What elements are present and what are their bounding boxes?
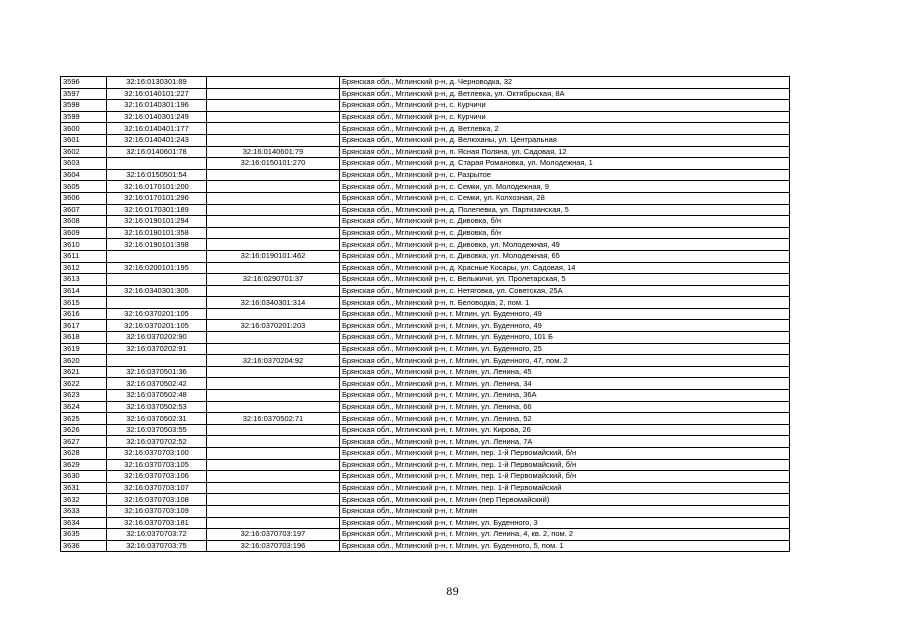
address-cell: Брянская обл., Мглинский р-н, д. Старая Романовка, ул. Молодежная, 1 <box>340 158 790 170</box>
cadastral-number-cell: 32:16:0140301:249 <box>107 111 207 123</box>
related-cadastral-number-cell <box>207 308 340 320</box>
table-row <box>61 308 790 320</box>
cadastral-number-cell: 32:16:0370702:52 <box>107 436 207 448</box>
related-cadastral-number-cell <box>207 436 340 448</box>
table-row <box>61 88 790 100</box>
related-cadastral-number-cell <box>207 332 340 344</box>
table-row <box>61 390 790 402</box>
row-number-cell: 3600 <box>61 123 107 135</box>
row-number-cell: 3630 <box>61 471 107 483</box>
address-cell: Брянская обл., Мглинский р-н, г. Мглин, ул. Буденного, 5, пом. 1 <box>340 540 790 552</box>
cadastral-number-cell: 32:16:0370502:48 <box>107 390 207 402</box>
related-cadastral-number-cell: 32:16:0290701:37 <box>207 274 340 286</box>
table-row <box>61 216 790 228</box>
row-number-cell: 3611 <box>61 250 107 262</box>
related-cadastral-number-cell <box>207 77 340 89</box>
cadastral-number-cell: 32:16:0170101:296 <box>107 192 207 204</box>
table-row <box>61 494 790 506</box>
table-row <box>61 448 790 460</box>
address-cell: Брянская обл., Мглинский р-н, г. Мглин <box>340 505 790 517</box>
table-row <box>61 297 790 309</box>
table-row <box>61 227 790 239</box>
related-cadastral-number-cell <box>207 181 340 193</box>
address-cell: Брянская обл., Мглинский р-н, с. Дивовка, ул. Молодежная, 65 <box>340 250 790 262</box>
row-number-cell: 3616 <box>61 308 107 320</box>
table-row <box>61 320 790 332</box>
row-number-cell: 3603 <box>61 158 107 170</box>
related-cadastral-number-cell <box>207 401 340 413</box>
related-cadastral-number-cell <box>207 134 340 146</box>
related-cadastral-number-cell <box>207 192 340 204</box>
cadastral-number-cell: 32:16:0140301:196 <box>107 100 207 112</box>
row-number-cell: 3620 <box>61 355 107 367</box>
row-number-cell: 3604 <box>61 169 107 181</box>
cadastral-number-cell: 32:16:0370201:105 <box>107 320 207 332</box>
related-cadastral-number-cell: 32:16:0370201:203 <box>207 320 340 332</box>
related-cadastral-number-cell <box>207 100 340 112</box>
related-cadastral-number-cell <box>207 169 340 181</box>
table-row <box>61 204 790 216</box>
row-number-cell: 3599 <box>61 111 107 123</box>
table-row <box>61 517 790 529</box>
table-row <box>61 146 790 158</box>
table-row <box>61 158 790 170</box>
cadastral-number-cell: 32:16:0370703:181 <box>107 517 207 529</box>
address-cell: Брянская обл., Мглинский р-н, г. Мглин, ул. Буденного, 49 <box>340 308 790 320</box>
row-number-cell: 3624 <box>61 401 107 413</box>
table-row <box>61 123 790 135</box>
row-number-cell: 3596 <box>61 77 107 89</box>
address-cell: Брянская обл., Мглинский р-н, с. Дивовка, б/н <box>340 216 790 228</box>
cadastral-number-cell <box>107 158 207 170</box>
related-cadastral-number-cell: 32:16:0370204:92 <box>207 355 340 367</box>
cadastral-number-cell: 32:16:0170101:200 <box>107 181 207 193</box>
address-cell: Брянская обл., Мглинский р-н, г. Мглин (пер Первомайский) <box>340 494 790 506</box>
address-cell: Брянская обл., Мглинский р-н, г. Мглин, ул. Ленина, 45 <box>340 366 790 378</box>
cadastral-number-cell: 32:16:0370202:91 <box>107 343 207 355</box>
cadastral-number-cell: 32:16:0140401:243 <box>107 134 207 146</box>
row-number-cell: 3614 <box>61 285 107 297</box>
table-row <box>61 134 790 146</box>
cadastral-number-cell: 32:16:0190101:398 <box>107 239 207 251</box>
address-cell: Брянская обл., Мглинский р-н, г. Мглин, ул. Буденного, 49 <box>340 320 790 332</box>
cadastral-number-cell: 32:16:0370703:72 <box>107 529 207 541</box>
table-row <box>61 274 790 286</box>
table-row <box>61 355 790 367</box>
address-cell: Брянская обл., Мглинский р-н, д. Ветлевка, ул. Октябрьская, 8А <box>340 88 790 100</box>
cadastral-number-cell: 32:16:0370202:90 <box>107 332 207 344</box>
address-cell: Брянская обл., Мглинский р-н, г. Мглин, пер. 1-й Первомайский, б/н <box>340 448 790 460</box>
table-row <box>61 413 790 425</box>
related-cadastral-number-cell <box>207 285 340 297</box>
row-number-cell: 3598 <box>61 100 107 112</box>
address-cell: Брянская обл., Мглинский р-н, с. Курчичи <box>340 100 790 112</box>
related-cadastral-number-cell <box>207 262 340 274</box>
table-row <box>61 239 790 251</box>
address-cell: Брянская обл., Мглинский р-н, с. Нетяговка, ул. Советская, 25А <box>340 285 790 297</box>
table-row <box>61 343 790 355</box>
related-cadastral-number-cell <box>207 123 340 135</box>
row-number-cell: 3606 <box>61 192 107 204</box>
related-cadastral-number-cell: 32:16:0370703:197 <box>207 529 340 541</box>
related-cadastral-number-cell <box>207 517 340 529</box>
related-cadastral-number-cell <box>207 111 340 123</box>
related-cadastral-number-cell <box>207 88 340 100</box>
address-cell: Брянская обл., Мглинский р-н, г. Мглин, ул. Ленина, 36А <box>340 390 790 402</box>
row-number-cell: 3601 <box>61 134 107 146</box>
cadastral-number-cell: 32:16:0200101:195 <box>107 262 207 274</box>
address-cell: Брянская обл., Мглинский р-н, д. Велюханы, ул. Центральная <box>340 134 790 146</box>
table-row <box>61 482 790 494</box>
row-number-cell: 3608 <box>61 216 107 228</box>
cadastral-number-cell: 32:16:0150501:54 <box>107 169 207 181</box>
address-cell: Брянская обл., Мглинский р-н, п. Беловодка, 2, пом. 1 <box>340 297 790 309</box>
related-cadastral-number-cell <box>207 227 340 239</box>
row-number-cell: 3610 <box>61 239 107 251</box>
related-cadastral-number-cell <box>207 505 340 517</box>
table-row <box>61 77 790 89</box>
cadastral-number-cell <box>107 355 207 367</box>
row-number-cell: 3636 <box>61 540 107 552</box>
cadastral-number-cell: 32:16:0370703:105 <box>107 459 207 471</box>
address-cell: Брянская обл., Мглинский р-н, с. Семки, ул. Колхозная, 28 <box>340 192 790 204</box>
row-number-cell: 3634 <box>61 517 107 529</box>
related-cadastral-number-cell: 32:16:0150101:270 <box>207 158 340 170</box>
cadastral-number-cell: 32:16:0130301:89 <box>107 77 207 89</box>
table-row <box>61 401 790 413</box>
cadastral-number-cell: 32:16:0190101:294 <box>107 216 207 228</box>
table-row <box>61 100 790 112</box>
row-number-cell: 3607 <box>61 204 107 216</box>
cadastral-number-cell: 32:16:0140601:78 <box>107 146 207 158</box>
table-row <box>61 424 790 436</box>
address-cell: Брянская обл., Мглинский р-н, с. Курчичи <box>340 111 790 123</box>
address-cell: Брянская обл., Мглинский р-н, г. Мглин, ул. Ленина, 52 <box>340 413 790 425</box>
related-cadastral-number-cell <box>207 239 340 251</box>
cadastral-number-cell: 32:16:0370703:100 <box>107 448 207 460</box>
related-cadastral-number-cell <box>207 378 340 390</box>
row-number-cell: 3628 <box>61 448 107 460</box>
related-cadastral-number-cell <box>207 216 340 228</box>
row-number-cell: 3618 <box>61 332 107 344</box>
related-cadastral-number-cell <box>207 494 340 506</box>
related-cadastral-number-cell: 32:16:0340301:314 <box>207 297 340 309</box>
related-cadastral-number-cell: 32:16:0370703:196 <box>207 540 340 552</box>
address-cell: Брянская обл., Мглинский р-н, г. Мглин, ул. Ленина, 34 <box>340 378 790 390</box>
address-cell: Брянская обл., Мглинский р-н, с. Дивовка, ул. Молодежная, 49 <box>340 239 790 251</box>
table-row <box>61 366 790 378</box>
table-row <box>61 471 790 483</box>
table-row <box>61 111 790 123</box>
table-row <box>61 378 790 390</box>
related-cadastral-number-cell <box>207 459 340 471</box>
cadastral-number-cell: 32:16:0370502:42 <box>107 378 207 390</box>
registry-table <box>60 76 790 552</box>
row-number-cell: 3629 <box>61 459 107 471</box>
address-cell: Брянская обл., Мглинский р-н, с. Семки, ул. Молодежная, 9 <box>340 181 790 193</box>
table-row <box>61 262 790 274</box>
row-number-cell: 3631 <box>61 482 107 494</box>
row-number-cell: 3612 <box>61 262 107 274</box>
row-number-cell: 3619 <box>61 343 107 355</box>
table-row <box>61 459 790 471</box>
related-cadastral-number-cell: 32:16:0140601:79 <box>207 146 340 158</box>
cadastral-number-cell: 32:16:0370502:31 <box>107 413 207 425</box>
address-cell: Брянская обл., Мглинский р-н, д. Полепевка, ул. Партизанская, 5 <box>340 204 790 216</box>
table-row <box>61 529 790 541</box>
address-cell: Брянская обл., Мглинский р-н, г. Мглин, ул. Буденного, 25 <box>340 343 790 355</box>
cadastral-number-cell: 32:16:0370703:108 <box>107 494 207 506</box>
related-cadastral-number-cell <box>207 390 340 402</box>
cadastral-number-cell: 32:16:0170301:189 <box>107 204 207 216</box>
row-number-cell: 3627 <box>61 436 107 448</box>
cadastral-number-cell <box>107 274 207 286</box>
row-number-cell: 3623 <box>61 390 107 402</box>
table-row <box>61 250 790 262</box>
address-cell: Брянская обл., Мглинский р-н, г. Мглин, ул. Кирова, 26 <box>340 424 790 436</box>
address-cell: Брянская обл., Мглинский р-н, д. Ветлевка, 2 <box>340 123 790 135</box>
cadastral-number-cell: 32:16:0370703:75 <box>107 540 207 552</box>
related-cadastral-number-cell: 32:16:0370502:71 <box>207 413 340 425</box>
address-cell: Брянская обл., Мглинский р-н, г. Мглин, пер. 1-й Первомайский <box>340 482 790 494</box>
related-cadastral-number-cell: 32:16:0190101:462 <box>207 250 340 262</box>
row-number-cell: 3633 <box>61 505 107 517</box>
related-cadastral-number-cell <box>207 204 340 216</box>
row-number-cell: 3626 <box>61 424 107 436</box>
cadastral-number-cell: 32:16:0370503:55 <box>107 424 207 436</box>
row-number-cell: 3622 <box>61 378 107 390</box>
cadastral-number-cell: 32:16:0370201:105 <box>107 308 207 320</box>
cadastral-number-cell <box>107 297 207 309</box>
cadastral-number-cell: 32:16:0190101:358 <box>107 227 207 239</box>
cadastral-number-cell: 32:16:0370703:109 <box>107 505 207 517</box>
table-row <box>61 505 790 517</box>
row-number-cell: 3609 <box>61 227 107 239</box>
row-number-cell: 3632 <box>61 494 107 506</box>
related-cadastral-number-cell <box>207 424 340 436</box>
row-number-cell: 3615 <box>61 297 107 309</box>
row-number-cell: 3605 <box>61 181 107 193</box>
registry-table-body <box>61 77 790 552</box>
related-cadastral-number-cell <box>207 482 340 494</box>
cadastral-number-cell: 32:16:0140101:227 <box>107 88 207 100</box>
address-cell: Брянская обл., Мглинский р-н, п. Ясная Поляна, ул. Садовая, 12 <box>340 146 790 158</box>
table-row <box>61 181 790 193</box>
address-cell: Брянская обл., Мглинский р-н, д. Красные Косары, ул. Садовая, 14 <box>340 262 790 274</box>
address-cell: Брянская обл., Мглинский р-н, г. Мглин, ул. Ленина, 7А <box>340 436 790 448</box>
cadastral-number-cell: 32:16:0370501:36 <box>107 366 207 378</box>
cadastral-number-cell <box>107 250 207 262</box>
page-number: 89 <box>446 587 459 598</box>
row-number-cell: 3621 <box>61 366 107 378</box>
related-cadastral-number-cell <box>207 343 340 355</box>
cadastral-number-cell: 32:16:0370502:53 <box>107 401 207 413</box>
row-number-cell: 3617 <box>61 320 107 332</box>
related-cadastral-number-cell <box>207 366 340 378</box>
table-row <box>61 169 790 181</box>
related-cadastral-number-cell <box>207 471 340 483</box>
row-number-cell: 3613 <box>61 274 107 286</box>
address-cell: Брянская обл., Мглинский р-н, с. Разрытое <box>340 169 790 181</box>
address-cell: Брянская обл., Мглинский р-н, д. Черноводка, 32 <box>340 77 790 89</box>
cadastral-number-cell: 32:16:0340301:305 <box>107 285 207 297</box>
address-cell: Брянская обл., Мглинский р-н, г. Мглин, пер. 1-й Первомайский, б/н <box>340 459 790 471</box>
address-cell: Брянская обл., Мглинский р-н, г. Мглин, ул. Буденного, 101 Б <box>340 332 790 344</box>
table-row <box>61 436 790 448</box>
related-cadastral-number-cell <box>207 448 340 460</box>
row-number-cell: 3597 <box>61 88 107 100</box>
table-row <box>61 285 790 297</box>
address-cell: Брянская обл., Мглинский р-н, г. Мглин, ул. Ленина, 4, кв. 2, пом. 2 <box>340 529 790 541</box>
row-number-cell: 3635 <box>61 529 107 541</box>
address-cell: Брянская обл., Мглинский р-н, г. Мглин, ул. Ленина, 66 <box>340 401 790 413</box>
row-number-cell: 3602 <box>61 146 107 158</box>
address-cell: Брянская обл., Мглинский р-н, с. Дивовка, б/н <box>340 227 790 239</box>
cadastral-number-cell: 32:16:0140401:177 <box>107 123 207 135</box>
cadastral-number-cell: 32:16:0370703:106 <box>107 471 207 483</box>
address-cell: Брянская обл., Мглинский р-н, г. Мглин, ул. Буденного, 47, пом. 2 <box>340 355 790 367</box>
row-number-cell: 3625 <box>61 413 107 425</box>
table-row <box>61 332 790 344</box>
table-row <box>61 540 790 552</box>
table-row <box>61 192 790 204</box>
address-cell: Брянская обл., Мглинский р-н, г. Мглин, ул. Буденного, 3 <box>340 517 790 529</box>
address-cell: Брянская обл., Мглинский р-н, г. Мглин, пер. 1-й Первомайский, б/н <box>340 471 790 483</box>
address-cell: Брянская обл., Мглинский р-н, с. Вельжичи, ул. Пролетарская, 5 <box>340 274 790 286</box>
cadastral-number-cell: 32:16:0370703:107 <box>107 482 207 494</box>
